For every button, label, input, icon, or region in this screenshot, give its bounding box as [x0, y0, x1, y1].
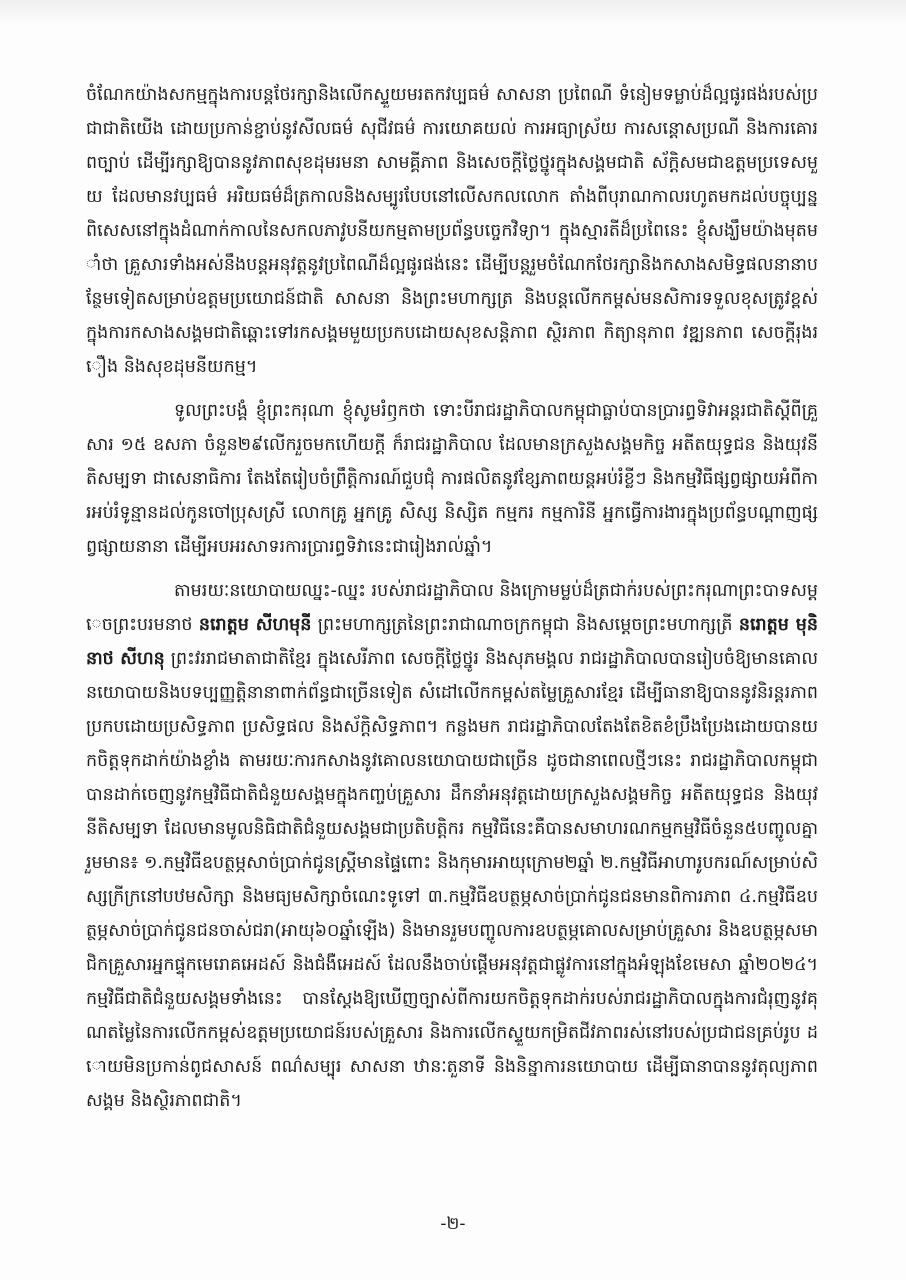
paragraph-2-text: ទូលព្រះបង្គំ ខ្ញុំព្រះករុណា ខ្ញុំសូមរំឭកថា ទោះបីរាជរដ្ឋាភិបាលកម្ពុជាធ្លាប់បានប្រារព្ធទិវាអន្តរជាតិស្តីពីគ្រួសារ ១៥ ឧសភា ចំនួន២៩លើករួចមកហើយក្តី ក៏រាជរដ្ឋាភិបាល ដែលមានក្រសួងសង្គមកិច្ច អតីតយុទ្ធជន និងយុវនីតិសម្បទា ជាសេនាធិការ តែងតែរៀបចំព្រឹត្តិការណ៍ជួបជុំ ការផលិតនូវខ្សែភាពយន្តអប់រំខ្លីៗ និងកម្មវិធីផ្សព្វផ្សាយអំពីការអប់រំទូន្មានដល់កូនចៅប្រុសស្រី លោកគ្រូ អ្នកគ្រូ សិស្ស និស្សិត កម្មករ កម្មការិនី អ្នកធ្វើការងារក្នុងប្រព័ន្ធបណ្តាញផ្សព្វផ្សាយនានា ដើម្បីអបអរសាទរការប្រារព្ធទិវានេះជារៀងរាល់ឆ្នាំ។	[86, 401, 818, 557]
queen-mother-name: នរោត្តម មុនិនាថ សីហនុ	[86, 615, 818, 669]
king-name: នរោត្តម សីហមុនី	[198, 615, 312, 635]
paragraph-3-text-a: តាមរយៈនយោបាយឈ្នះ-ឈ្នះ របស់រាជរដ្ឋាភិបាល និងក្រោមម្លប់ដ៏ត្រជាក់របស់ព្រះករុណាព្រះបាទសម្តេចព្រះបរមនាថ	[86, 581, 818, 635]
paragraph-1-text: ចំណែកយ៉ាងសកម្មក្នុងការបន្តថែរក្សានិងលើកស្ទួយមរតកវប្បធម៌ សាសនា ប្រពៃណី ទំនៀមទម្លាប់ដ៏ល្អផូរផង់របស់ប្រជាជាតិយើង ដោយប្រកាន់ខ្ជាប់នូវសីលធម៌ សុជីវធម៌ ការយោគយល់ ការអធ្យាស្រ័យ ការសន្តោសប្រណី និងការគោរពច្បាប់ ដើម្បីរក្សាឱ្យបាននូវភាពសុខដុមរមនា សាមគ្គីភាព និងសេចក្តីថ្លៃថ្នូរក្នុងសង្គមជាតិ ស័ក្តិសមជាឧត្តមប្រទេសមួយ ដែលមានវប្បធម៌ អរិយធម៌ដ៏ត្រកាលនិងសម្បូរបែបនៅលើសកលលោក តាំងពីបុរាណកាលរហូតមកដល់បច្ចុប្បន្ន ពិសេសនៅក្នុងដំណាក់កាលនៃសកលភាវូបនីយកម្មតាមប្រព័ន្ធបច្ចេកវិទ្យា។ ក្នុងស្មារតីដ៏ប្រពៃនេះ ខ្ញុំសង្ឃឹមយ៉ាងមុតមាំថា គ្រួសារទាំងអស់នឹងបន្តអនុវត្តនូវប្រពៃណីដ៏ល្អផូរផង់នេះ ដើម្បីបន្តរួមចំណែកថែរក្សានិងកសាងសមិទ្ធផលនានាបន្ថែមទៀតសម្រាប់ឧត្តមប្រយោជន៍ជាតិ សាសនា និងព្រះមហាក្សត្រ និងបន្តលើកកម្ពស់មនសិការទទួលខុសត្រូវខ្ពស់ ក្នុងការកសាងសង្គមជាតិឆ្ពោះទៅរកសង្គមមួយប្រកបដោយសុខសន្តិភាព ស្ថិរភាព កិត្យានុភាព វឌ្ឍនភាព សេចក្តីរុងរឿង និងសុខដុមនីយកម្ម។	[86, 85, 818, 377]
paragraph-1	[86, 78, 818, 384]
paragraph-3-text-c: ព្រះវររាជមាតាជាតិខ្មែរ ក្នុងសេរីភាព សេចក្តីថ្លៃថ្នូរ និងសុភមង្គល រាជរដ្ឋាភិបាលបានរៀបចំឱ្យមានគោលនយោបាយនិងបទប្បញ្ញត្តិនានាពាក់ព័ន្ធជាច្រើនទៀត សំដៅលើកកម្ពស់តម្លៃគ្រួសារខ្មែរ ដើម្បីធានាឱ្យបាននូវនិរន្តរភាពប្រកបដោយប្រសិទ្ធភាព ប្រសិទ្ធផល និងស័ក្តិសិទ្ធភាព។ កន្លងមក រាជរដ្ឋាភិបាលតែងតែខិតខំប្រឹងប្រែងដោយបានយកចិត្តទុកដាក់យ៉ាងខ្លាំង តាមរយៈការកសាងនូវគោលនយោបាយជាច្រើន ដូចជានាពេលថ្មីៗនេះ រាជរដ្ឋាភិបាលកម្ពុជាបានដាក់ចេញនូវកម្មវិធីជាតិជំនួយសង្គមក្នុងកញ្ចប់គ្រួសារ ដឹកនាំអនុវត្តដោយក្រសួងសង្គមកិច្ច អតីតយុទ្ធជន និងយុវនីតិសម្បទា ដែលមានមូលនិធិជាតិជំនួយសង្គមជាប្រតិបត្តិករ កម្មវិធីនេះគឺបានសមាហរណកម្មកម្មវិធីចំនួន៥បញ្ចូលគ្នា រួមមាន៖ ១.កម្មវិធីឧបត្ថម្ភសាច់ប្រាក់ជូនស្ត្រីមានផ្ទៃពោះ និងកុមារអាយុក្រោម២ឆ្នាំ ២.កម្មវិធីអាហារូបករណ៍សម្រាប់សិស្សក្រីក្រនៅបឋមសិក្សា និងមធ្យមសិក្សាចំណេះទូទៅ ៣.កម្មវិធីឧបត្ថម្ភសាច់ប្រាក់ជូនជនមានពិការភាព ៤.កម្មវិធីឧបត្ថម្ភសាច់ប្រាក់ជូនជនចាស់ជរា(អាយុ៦០ឆ្នាំឡើង) និងមានរួមបញ្ចូលការឧបត្ថម្ភគោលសម្រាប់គ្រួសារ និងឧបត្ថម្ភសមាជិកគ្រួសារអ្នកផ្ទុកមេរោគអេដស៍ និងជំងឺអេដស៍ ដែលនឹងចាប់ផ្តើមអនុវត្តជាផ្លូវការនៅក្នុងអំឡុងខែមេសា ឆ្នាំ២០២៤។ កម្មវិធីជាតិជំនួយសង្គមទាំងនេះ បានស្តែងឱ្យឃើញច្បាស់ពីការយកចិត្តទុកដាក់របស់រាជរដ្ឋាភិបាលក្នុងការជំរុញនូវគុណតម្លៃនៃការលើកកម្ពស់ឧត្តមប្រយោជន៍របស់គ្រួសារ និងការលើកស្ទួយកម្រិតជីវភាពរស់នៅរបស់ប្រជាជនគ្រប់រូប ដោយមិនប្រកាន់ពូជសាសន៍ ពណ៌សម្បុរ សាសនា ឋានៈតួនាទី និងនិន្នាការនយោបាយ ដើម្បីធានាបាននូវតុល្យភាពសង្គម និងស្ថិរភាពជាតិ។	[86, 649, 818, 1111]
paragraph-3	[86, 574, 818, 1118]
paragraph-3-text-b: ព្រះមហាក្សត្រនៃព្រះរាជាណាចក្រកម្ពុជា និងសម្តេចព្រះមហាក្សត្រី	[311, 615, 739, 635]
paragraph-2	[86, 394, 818, 564]
page-number: -២-	[440, 1214, 466, 1234]
scan-edge-shadow	[0, 0, 906, 24]
document-body	[86, 78, 818, 1128]
